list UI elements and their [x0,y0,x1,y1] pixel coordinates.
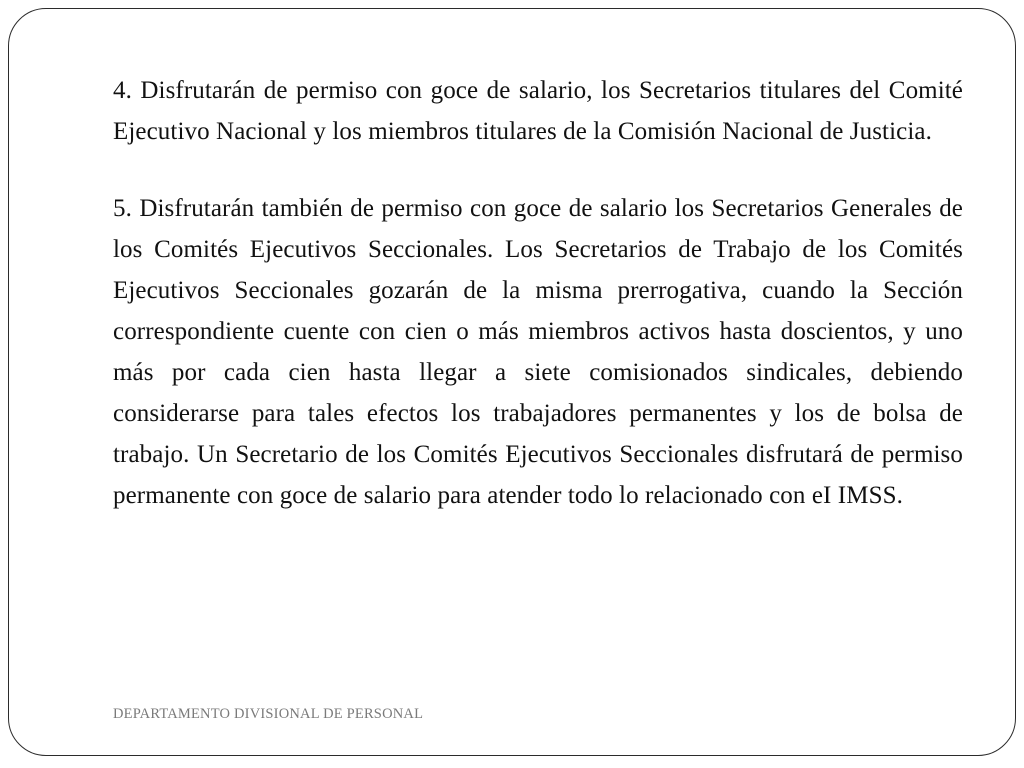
paragraph-5: 5. Disfrutarán también de permiso con goce de salario los Secretarios Generales de los Comités Ejecutivos Seccionales. Los Secretarios de Trabajo de los Comités Ejecutivos Seccionales gozarán de la misma prerrogativa, cuando la Sección correspondiente cuente con cien o más miembros activos hasta doscientos, y uno más por cada cien hasta llegar a siete comisionados sindicales, debiendo considerarse para tales efectos los trabajadores permanentes y los de bolsa de trabajo. Un Secretario de los Comités Ejecutivos Seccionales disfrutará de permiso permanente con goce de salario para atender todo lo relacionado con eI IMSS. [113,195,963,509]
slide-content [113,70,963,516]
footer-text: DEPARTAMENTO DIVISIONAL DE PERSONAL [113,706,424,722]
paragraph-4: 4. Disfrutarán de permiso con goce de salario, los Secretarios titulares del Comité Ejecutivo Nacional y los miembros titulares de la Comisión Nacional de Justicia. [113,77,963,145]
